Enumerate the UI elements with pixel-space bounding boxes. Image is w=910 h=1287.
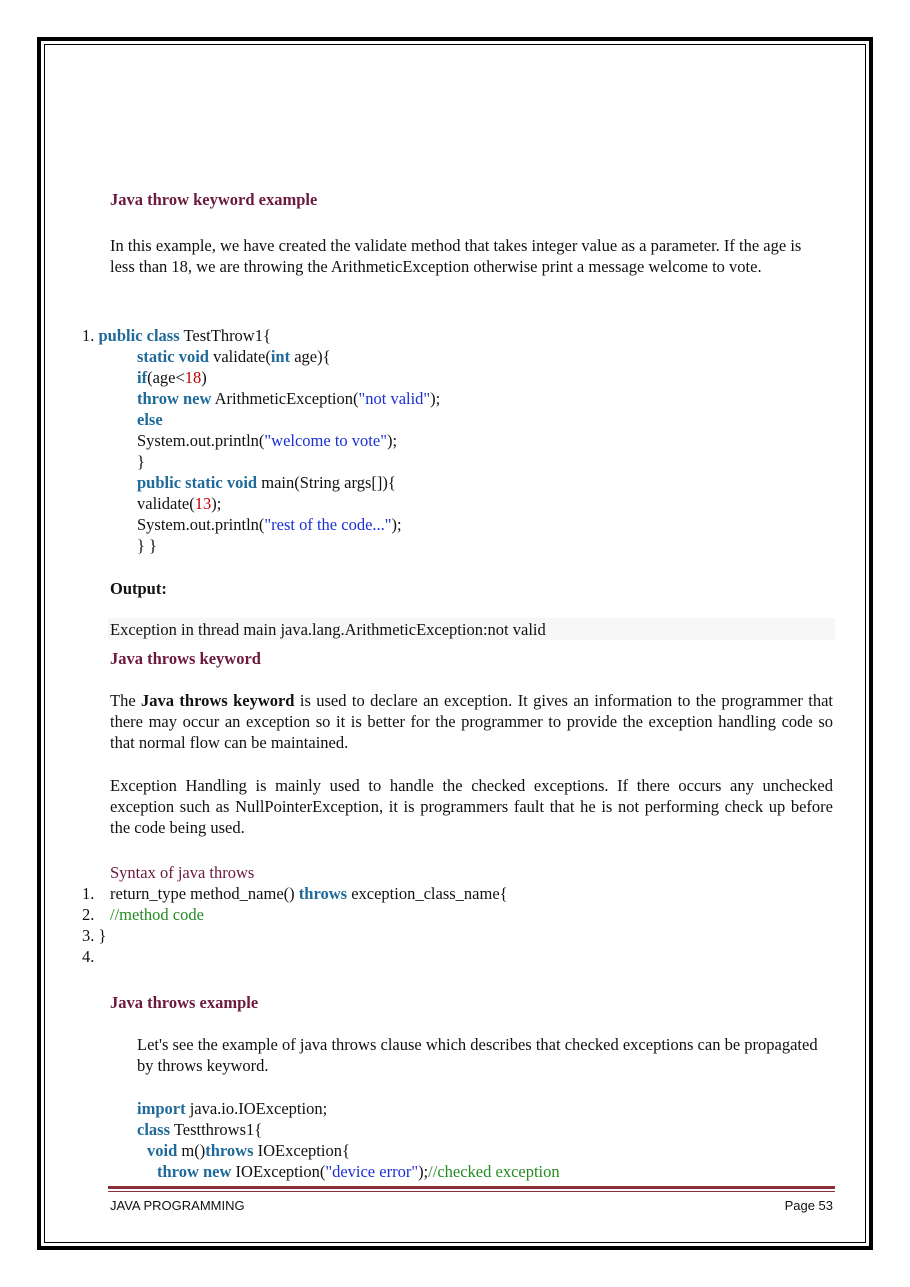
footer-rule-thick [108,1186,835,1189]
syntax-line-1-number: 1. [82,884,95,903]
code1-line-8: public static void main(String args[]){ [137,473,396,492]
code1-line-3: if(age<18) [137,368,207,387]
output-text: Exception in thread main java.lang.ArithmeticException:not valid [110,620,546,639]
code1-line-5: else [137,410,163,429]
code2-line-3: void m()throws IOException{ [147,1141,350,1160]
footer-title: JAVA PROGRAMMING [110,1198,245,1213]
syntax-line-1: return_type method_name() throws exception_class_name{ [110,884,508,903]
syntax-line-2: //method code [110,905,204,924]
syntax-line-4-number: 4. [82,947,95,966]
code1-line-10: System.out.println("rest of the code..."); [137,515,402,534]
code1-line-9: validate(13); [137,494,222,513]
code1-line-6: System.out.println("welcome to vote"); [137,431,398,450]
code1-line-4: throw new ArithmeticException("not valid"); [137,389,441,408]
syntax-line-2-number: 2. [82,905,95,924]
throw-intro-paragraph: In this example, we have created the validate method that takes integer value as a parameter. If the age is less than 18, we are throwing the ArithmeticException otherwise print a message welcome to vote. [110,236,802,276]
code1-line-7: } [137,452,145,471]
output-label: Output: [110,579,167,598]
code1-line-2: static void validate(int age){ [137,347,331,366]
code1-line-11: } } [137,536,157,555]
code1-line-1: 1. public class TestThrow1{ [82,326,271,345]
syntax-line-3: 3. } [82,926,107,945]
footer-rule-thin [108,1191,835,1192]
throws-paragraph-1: The Java throws keyword is used to declare an exception. It gives an information to the programmer that there may occur an exception so it is better for the programmer to provide the exception handling code so that normal flow can be maintained. [110,691,833,752]
footer-page-number: Page 53 [784,1198,833,1213]
syntax-label: Syntax of java throws [110,863,255,882]
throw-example-heading: Java throw keyword example [110,190,318,209]
throws-example-intro: Let's see the example of java throws clause which describes that checked exceptions can be propagated by throws keyword. [137,1035,818,1075]
throws-example-heading: Java throws example [110,993,259,1012]
code2-line-1: import java.io.IOException; [137,1099,328,1118]
code2-line-2: class Testthrows1{ [137,1120,263,1139]
code2-line-4: throw new IOException("device error");//checked exception [157,1162,560,1181]
throws-keyword-heading: Java throws keyword [110,649,261,668]
throws-paragraph-2: Exception Handling is mainly used to handle the checked exceptions. If there occurs any unchecked exception such as NullPointerException, it is programmers fault that he is not performing check up before the code being used. [110,776,833,837]
